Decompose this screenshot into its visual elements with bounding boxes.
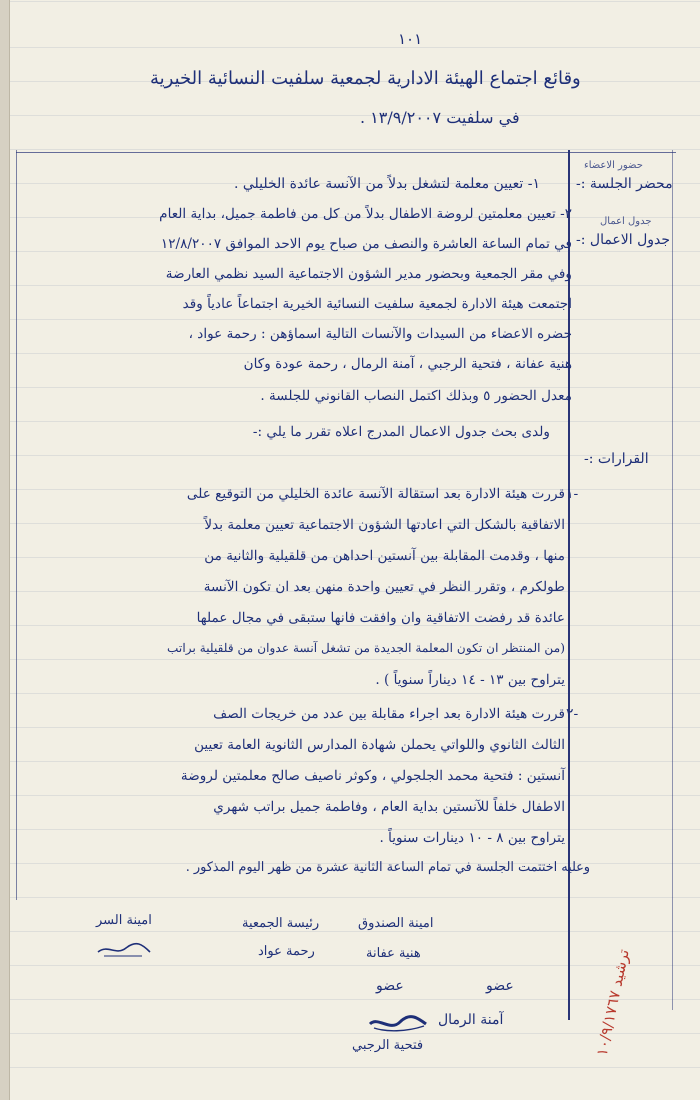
signature-mark	[366, 1012, 430, 1034]
minutes-line: معدل الحضور ٥ وبذلك اكتمل النصاب القانوني للجلسة .	[260, 388, 572, 404]
place-date: في سلفيت ١٣/٩/٢٠٠٧ .	[360, 108, 520, 127]
decision-line: الثالث الثانوي واللواتي يحملن شهادة المدارس الثانوية العامة تعيين	[194, 737, 565, 753]
agenda-label: جدول الاعمال :-	[576, 232, 671, 248]
decision-line: يتراوح بين ١٣ - ١٤ ديناراً سنوياً ) .	[375, 672, 565, 688]
signature-title-president: رئيسة الجمعية	[242, 916, 320, 931]
decision-number: ٢-	[566, 706, 579, 722]
signature-name: رحمة عواد	[258, 944, 315, 959]
decision-line: قررت هيئة الادارة بعد استقالة الآنسة عائدة الخليلي من التوقيع على	[186, 486, 565, 502]
decision-line: الاطفال خلفاً للآنستين بداية العام ، وفاطمة جميل براتب شهري	[213, 799, 565, 815]
attendance-label: محضر الجلسة :-	[576, 176, 673, 192]
minutes-line: اجتمعت هيئة الادارة لجمعية سلفيت النسائية الخيرية اجتماعاً عادياً وقد	[182, 296, 572, 312]
signature-member: عضو	[376, 978, 404, 994]
signature-mark	[94, 938, 154, 960]
minutes-line: هنية عفانة ، فتحية الرجبي ، آمنة الرمال ، رحمة عودة وكان	[243, 356, 572, 372]
decision-number: ١-	[566, 486, 579, 502]
minutes-line: حضره الاعضاء من السيدات والآنسات التالية اسماؤهن : رحمة عواد ،	[188, 326, 572, 342]
minutes-line: في تمام الساعة العاشرة والنصف من صباح يوم الاحد الموافق ١٢/٨/٢٠٠٧	[160, 236, 572, 252]
decision-line: يتراوح بين ٨ - ١٠ دينارات سنوياً .	[379, 830, 565, 846]
decision-line: (من المنتظر ان تكون المعلمة الجديدة من تشغل آنسة عدوان من قلقيلية براتب	[166, 641, 565, 655]
decision-line: الاتفاقية بالشكل التي اعادتها الشؤون الاجتماعية تعيين معلمة بدلاً	[204, 517, 565, 533]
red-ink-note: ترشيد ١٠/٩/١٧٦٧	[592, 947, 633, 1058]
decision-line: آنستين : فتحية محمد الجلجولي ، وكوثر ناصيف صالح معلمتين لروضة	[180, 768, 565, 784]
minutes-line: ولدى بحث جدول الاعمال المدرج اعلاه تقرر ما يلي :-	[252, 424, 550, 440]
signature-name: هنية عفانة	[366, 946, 421, 961]
agenda-item-2: ٢- تعيين معلمتين لروضة الاطفال بدلاً من كل من فاطمة جميل، بداية العام	[159, 206, 572, 222]
document-title: وقائع اجتماع الهيئة الادارية لجمعية سلفيت النسائية الخيرية	[150, 68, 581, 89]
decision-line: قررت هيئة الادارة بعد اجراء مقابلة بين عدد من خريجات الصف	[213, 706, 565, 722]
decision-line: عائدة قد رفضت الاتفاقية وان وافقت فانها ستبقى في مجال عملها	[196, 610, 565, 626]
signature-member: عضو	[486, 978, 514, 994]
closing-line: وعليه اختتمت الجلسة في تمام الساعة الثانية عشرة من ظهر اليوم المذكور .	[185, 860, 590, 875]
decision-line: منها ، وقدمت المقابلة بين آنستين احداهن من قلقيلية والثانية من	[204, 548, 565, 564]
decisions-label: القرارات :-	[584, 451, 649, 467]
signature-name: آمنة الرمال	[438, 1012, 504, 1028]
attendance-note: حضور الاعضاء	[584, 160, 643, 171]
page-edge	[0, 0, 10, 1100]
margin-rule-left	[16, 150, 17, 900]
margin-rule-outer	[672, 150, 673, 1010]
decision-line: طولكرم ، وتقرر النظر في تعيين واحدة منهن بعد ان تكون الآنسة	[203, 579, 565, 595]
page-number: ١٠١	[398, 30, 423, 48]
top-rule	[16, 152, 676, 153]
agenda-item-1: ١- تعيين معلمة لتشغل بدلاً من الآنسة عائدة الخليلي .	[233, 176, 540, 192]
signature-title-treasurer: امينة الصندوق	[358, 916, 434, 931]
signature-name: فتحية الرجبي	[352, 1038, 424, 1053]
minutes-line: وفي مقر الجمعية وبحضور مدير الشؤون الاجتماعية السيد نظمي العارضة	[165, 266, 572, 282]
agenda-note: جدول اعمال	[600, 216, 652, 227]
signature-title-secretary: امينة السر	[96, 913, 152, 928]
